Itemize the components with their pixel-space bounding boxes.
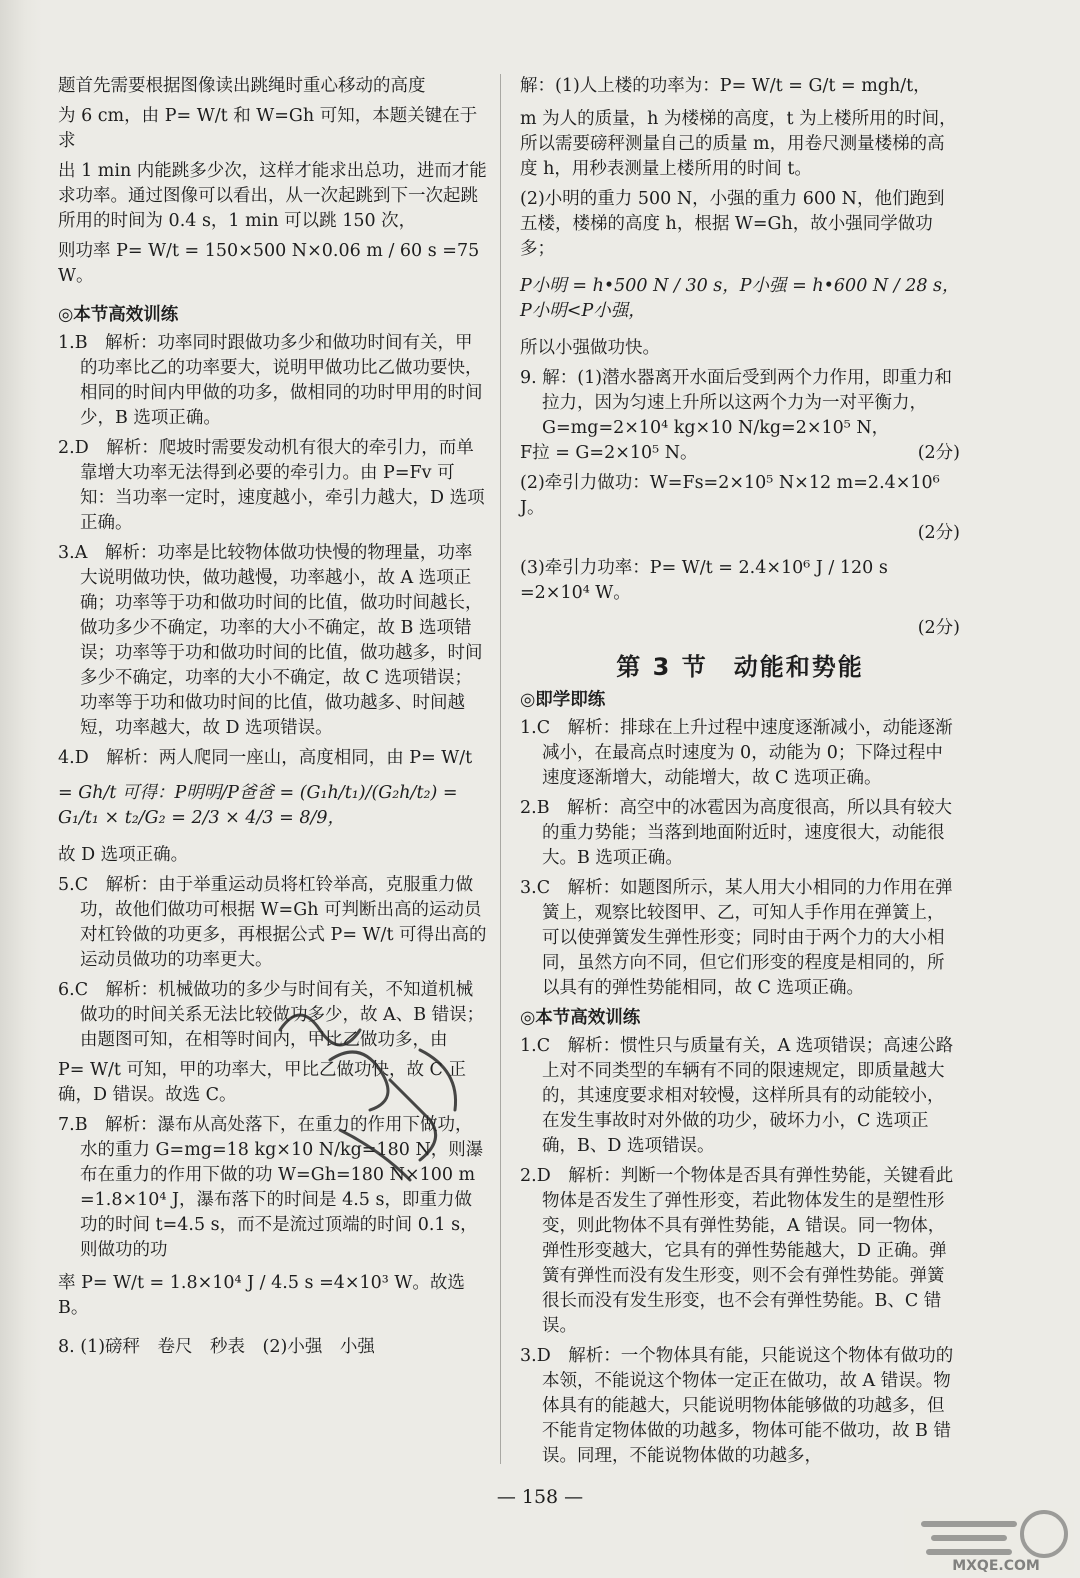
answer-7: 7.B 解析：瀑布从高处落下，在重力的作用下做功，水的重力 G=mg=18 kg×10 N/kg=180 N，则瀑布在重力的作用下做的功 W=Gh=180 N×100 m =1.8×10⁴ J，瀑布落下的时间是 4.5 s，即重力做功的时间 t=4.5 s，而不是流过顶端的时间 0.1 s，则做功的功: [58, 1115, 484, 1260]
answer-4-conclusion: 故 D 选项正确。: [58, 845, 189, 865]
section-heading-training-2: ◎本节高效训练: [520, 1008, 641, 1028]
quick-answer-3: 3.C 解析：如题图所示，某人用大小相同的力作用在弹簧上，观察比较图甲、乙，可知人手作用在弹簧上，可以使弹簧发生弹性形变；同时由于两个力的大小相同，虽然方向不同，但它们形变的程度是相同的，所以具有的弹性势能相同，故 C 选项正确。: [520, 878, 953, 998]
intro-line-2: 为 6 cm，由 P= W/t 和 W=Gh 可知，本题关键在于求: [58, 106, 478, 151]
column-divider: [500, 74, 501, 1464]
q9-force-line: [520, 441, 960, 466]
answer-4: 4.D 解析：两人爬同一座山，高度相同，由 P= W/t: [58, 748, 473, 768]
q9-force-text: F拉 = G=2×10⁵ N。: [520, 443, 698, 463]
svg-text:MXQE.COM: MXQE.COM: [952, 1558, 1040, 1574]
intro-formula: 则功率 P= W/t = 150×500 N×0.06 m / 60 s =75 W。: [58, 241, 480, 286]
answer-8: 8. (1)磅秤 卷尺 秒表 (2)小强 小强: [58, 1337, 375, 1357]
site-watermark-logo: [904, 1508, 1074, 1574]
q8-solution-line-2: m 为人的质量，h 为楼梯的高度，t 为上楼所用的时间，所以需要磅秤测量自己的质量 m，用卷尺测量楼梯的高度 h，用秒表测量上楼所用的时间 t。: [520, 109, 957, 179]
training-answer-3: 3.D 解析：一个物体具有能，只能说这个物体有做功的本领，不能说这个物体一定正在做功，故 A 错误。物体具有的能越大，只能说明物体能够做的功越多，但不能肯定物体做的功越多，物体可能不做功，故 B 错误。同理，不能说物体做的功越多，: [520, 1346, 954, 1466]
answer-7-formula: 率 P= W/t = 1.8×10⁴ J / 4.5 s =4×10³ W。故选 B。: [58, 1273, 465, 1318]
intro-line-3: 出 1 min 内能跳多少次，这样才能求出总功，进而才能求功率。通过图像可以看出，从一次起跳到下一次起跳所用的时间为 0.4 s，1 min 可以跳 150 次，: [58, 161, 487, 231]
right-column: [520, 74, 960, 1474]
answer-6: 6.C 解析：机械做功的多少与时间有关，不知道机械做功的时间关系无法比较做功多少，故 A、B 错误；由题图可知，在相等时间内，甲比乙做功多，由: [58, 980, 485, 1050]
q8-solution-formula: P小明 = h•500 N / 30 s，P小强 = h•600 N / 28 s，P小明<P小强，: [520, 276, 960, 321]
page-binding-shadow: [0, 0, 42, 1578]
quick-answer-1: 1.C 解析：排球在上升过程中速度逐渐减小，动能逐渐减小，在最高点时速度为 0，动能为 0；下降过程中速度逐渐增大，动能增大，故 C 选项正确。: [520, 718, 953, 788]
section-heading-quick-practice: ◎即学即练: [520, 690, 606, 710]
q9-score-1: (2分): [917, 443, 960, 463]
handwritten-watermark: [270, 990, 490, 1190]
section-heading-training: ◎本节高效训练: [58, 305, 179, 325]
answer-4-formula: = Gh/t 可得：P明明/P爸爸 = (G₁h/t₁)/(G₂h/t₂) = G₁/t₁ × t₂/G₂ = 2/3 × 4/3 = 8/9，: [58, 783, 458, 828]
answer-6-continued: P= W/t 可知，甲的功率大，甲比乙做功快，故 C 正确，D 错误。故选 C。: [58, 1060, 466, 1105]
quick-answer-2: 2.B 解析：高空中的冰雹因为高度很高，所以具有较大的重力势能；当落到地面附近时，速度很大，动能很大。B 选项正确。: [520, 798, 953, 868]
answer-2: 2.D 解析：爬坡时需要发动机有很大的牵引力，而单靠增大功率无法得到必要的牵引力。由 P=Fv 可知：当功率一定时，速度越小，牵引力越大，D 选项正确。: [58, 438, 485, 533]
q9-solution-part-2: (2)牵引力做功：W=Fs=2×10⁵ N×12 m=2.4×10⁶ J。: [520, 473, 940, 518]
page-number: — 158 —: [496, 1486, 584, 1508]
answer-1: 1.B 解析：功率同时跟做功多少和做功时间有关，甲的功率比乙的功率要大，说明甲做功比乙做功要快，相同的时间内甲做的功多，做相同的功时甲用的时间少，B 选项正确。: [58, 333, 483, 428]
training-answer-2: 2.D 解析：判断一个物体是否具有弹性势能，关键看此物体是否发生了弹性形变，若此物体发生的是塑性形变，则此物体不具有弹性势能，A 错误。同一物体，弹性形变越大，它具有的弹性势能越大，D 正确。弹簧有弹性而没有发生形变，则不会有弹性势能。弹簧很长而没有发生形变，也不会有弹性势能。B、C 错误。: [520, 1166, 954, 1336]
q9-score-3: (2分): [917, 618, 960, 638]
training-answer-1: 1.C 解析：惯性只与质量有关，A 选项错误；高速公路上对不同类型的车辆有不同的限速规定，即质量越大的，其速度要求相对较慢，这样所具有的动能较小，在发生事故时对外做的功少，破坏力小，C 选项正确，B、D 选项错误。: [520, 1036, 954, 1156]
answer-5: 5.C 解析：由于举重运动员将杠铃举高，克服重力做功，故他们做功可根据 W=Gh 可判断出高的运动员对杠铃做的功更多，再根据公式 P= W/t 可得出高的运动员做功的功率更大。: [58, 875, 487, 970]
q8-solution-conclusion: 所以小强做功快。: [520, 338, 660, 358]
q9-score-2: (2分): [917, 523, 960, 543]
intro-line-1: 题首先需要根据图像读出跳绳时重心移动的高度: [58, 76, 426, 96]
q8-solution-line-1: 解：(1)人上楼的功率为：P= W/t = G/t = mgh/t，: [520, 76, 931, 96]
q9-solution-part-1: 9. 解：(1)潜水器离开水面后受到两个力作用，即重力和拉力，因为匀速上升所以这两个力为一对平衡力，G=mg=2×10⁴ kg×10 N/kg=2×10⁵ N，: [520, 368, 953, 438]
q9-solution-part-3: (3)牵引力功率：P= W/t = 2.4×10⁶ J / 120 s =2×10⁴ W。: [520, 558, 888, 603]
q8-solution-line-3: (2)小明的重力 500 N，小强的重力 600 N，他们跑到五楼，楼梯的高度 h，根据 W=Gh，故小强同学做功多；: [520, 189, 945, 259]
answer-3: 3.A 解析：功率是比较物体做功快慢的物理量，功率大说明做功快，做功越慢，功率越小，故 A 选项正确；功率等于功和做功时间的比值，做功时间越长，做功多少不确定，功率的大小不确定，故 B 选项错误；功率等于功和做功时间的比值，做功越多，时间多少不确定，功率的大小不确定，故 C 选项错误；功率等于功和做功时间的比值，做功越多、时间越短，功率越大，故 D 选项错误。: [58, 543, 483, 738]
section-title: 第 3 节 动能和势能: [616, 653, 864, 681]
